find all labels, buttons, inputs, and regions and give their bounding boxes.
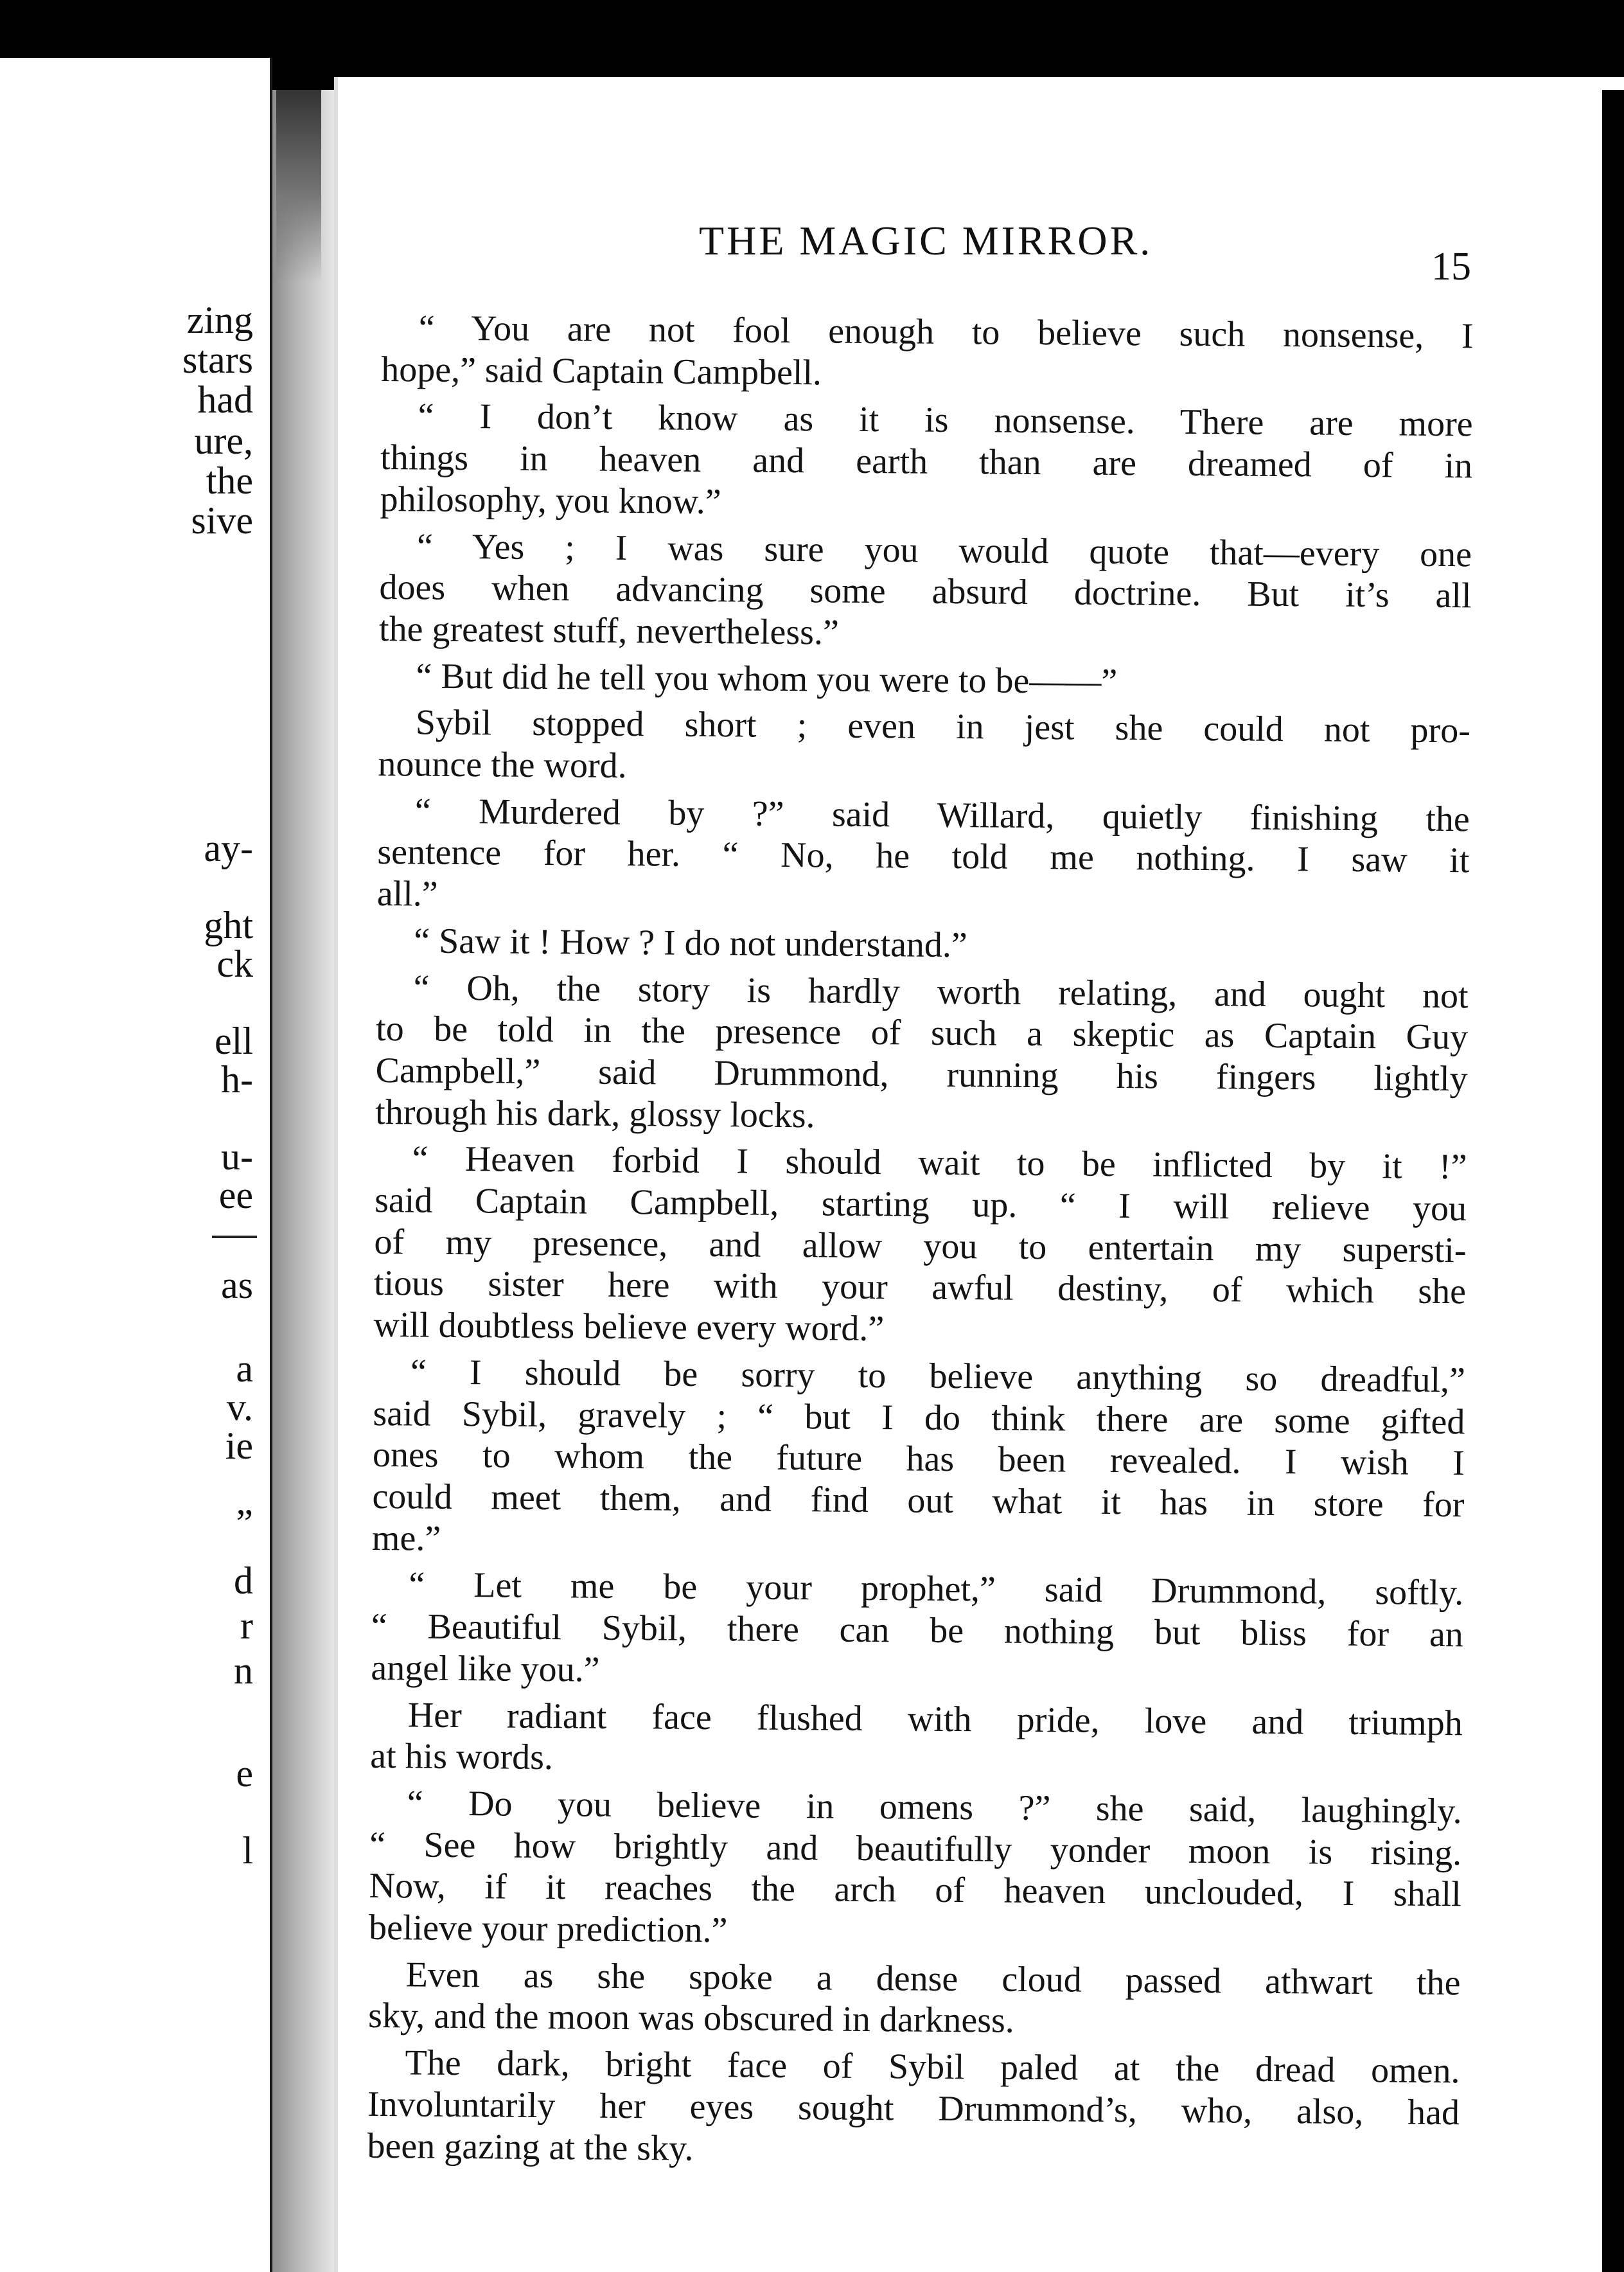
facing-page-fragment: ee bbox=[218, 1174, 253, 1216]
facing-page-fragment: ie bbox=[225, 1424, 253, 1467]
text-line: “ See how brightly and beautifully yonder moon is rising. bbox=[369, 1824, 1462, 1873]
facing-page-fragment: u- bbox=[221, 1135, 253, 1178]
text-line: said Sybil, gravely ; “ but I do think there are some gifted bbox=[373, 1393, 1465, 1442]
text-line: sky, and the moon was obscured in darkness. bbox=[367, 1996, 1015, 2041]
facing-page-fragment: sive bbox=[191, 499, 253, 542]
text-line: Her radiant face flushed with pride, love and triumph bbox=[407, 1694, 1463, 1743]
text-line: me.” bbox=[371, 1518, 441, 1559]
text-line: “ Beautiful Sybil, there can be nothing but bliss for an bbox=[371, 1606, 1464, 1655]
facing-page-fragment: r bbox=[240, 1604, 253, 1647]
body-text bbox=[367, 307, 1474, 2175]
text-line: hope,” said Captain Campbell. bbox=[380, 349, 822, 393]
gutter-shadow bbox=[276, 90, 321, 283]
page-number: 15 bbox=[1431, 245, 1471, 288]
text-line: Campbell,” said Drummond, running his fingers lightly bbox=[375, 1050, 1468, 1099]
text-line: been gazing at the sky. bbox=[367, 2126, 694, 2169]
facing-page-fragment: zing bbox=[186, 299, 253, 341]
facing-page-fragment: d bbox=[234, 1559, 253, 1602]
facing-page-fragment: had bbox=[197, 378, 253, 421]
facing-page-fragment: the bbox=[206, 459, 253, 502]
facing-page-fragment: n bbox=[234, 1649, 253, 1692]
facing-page-rule bbox=[212, 1236, 257, 1238]
facing-page-fragment: stars bbox=[182, 339, 253, 381]
text-line: ones to whom the future has been revealed. I wish I bbox=[372, 1435, 1465, 1484]
text-line: will doubtless believe every word.” bbox=[373, 1305, 885, 1349]
facing-page-fragment: ” bbox=[236, 1502, 253, 1544]
facing-page-fragment: v. bbox=[226, 1386, 253, 1428]
text-line: “ Do you believe in omens ?” she said, laughingly. bbox=[407, 1783, 1462, 1832]
text-line: “ I should be sorry to believe anything so dreadful,” bbox=[410, 1352, 1466, 1401]
text-line: the greatest stuff, nevertheless.” bbox=[378, 608, 840, 653]
text-line: things in heaven and earth than are dreamed of in bbox=[380, 438, 1473, 486]
text-line: does when advancing some absurd doctrine. But it’s all bbox=[379, 567, 1472, 616]
text-line: The dark, bright face of Sybil paled at the dread omen. bbox=[405, 2043, 1460, 2091]
text-line: “ Let me be your prophet,” said Drummond, softly. bbox=[409, 1565, 1464, 1613]
text-line: at his words. bbox=[370, 1736, 554, 1778]
text-line: tious sister here with your awful destiny, of which she bbox=[373, 1263, 1467, 1312]
text-line: through his dark, glossy locks. bbox=[375, 1092, 815, 1135]
facing-page-fragment: as bbox=[221, 1264, 253, 1306]
text-line: Sybil stopped short ; even in jest she could not pro- bbox=[415, 702, 1471, 751]
facing-page-fragment: ure, bbox=[194, 420, 253, 462]
text-line: “ Yes ; I was sure you would quote that—every one bbox=[416, 526, 1472, 574]
facing-page-fragment: ell bbox=[215, 1020, 253, 1062]
text-line: “ Saw it ! How ? I do not understand.” bbox=[414, 921, 968, 966]
text-line: “ Oh, the story is hardly worth relating, and ought not bbox=[413, 967, 1469, 1016]
facing-page-edge bbox=[0, 58, 272, 2272]
text-line: nounce the word. bbox=[378, 744, 627, 786]
facing-page-fragment: l bbox=[242, 1829, 253, 1872]
text-line: philosophy, you know.” bbox=[380, 479, 721, 522]
text-line: “ But did he tell you whom you were to be——” bbox=[416, 656, 1118, 702]
facing-page-fragment: ay- bbox=[204, 827, 253, 869]
text-line: said Captain Campbell, starting up. “ I will relieve you bbox=[374, 1180, 1467, 1229]
running-head: THE MAGIC MIRROR. bbox=[699, 218, 1153, 263]
text-line: of my presence, and allow you to entertain my supersti- bbox=[374, 1221, 1467, 1271]
facing-page-fragment: e bbox=[236, 1752, 253, 1795]
text-line: Involuntarily her eyes sought Drummond’s, who, also, had bbox=[367, 2084, 1460, 2133]
text-line: “ I don’t know as it is nonsense. There are more bbox=[418, 396, 1473, 445]
text-line: could meet them, and find out what it has in store for bbox=[372, 1476, 1465, 1525]
facing-page-fragment: ght bbox=[204, 904, 253, 946]
facing-page-fragment: h- bbox=[221, 1058, 253, 1101]
text-line: all.” bbox=[376, 874, 438, 914]
text-line: “ Heaven forbid I should wait to be inflicted by it !” bbox=[412, 1139, 1467, 1187]
text-line: “ You are not fool enough to believe such nonsense, I bbox=[418, 308, 1474, 357]
text-line: “ Murdered by ?” said Willard, quietly finishing the bbox=[414, 791, 1470, 840]
text-line: to be told in the presence of such a skeptic as Captain Guy bbox=[375, 1009, 1469, 1058]
facing-page-fragment: ck bbox=[216, 943, 253, 985]
scan-right-border bbox=[1602, 90, 1624, 2272]
text-line: sentence for her. “ No, he told me nothing. I saw it bbox=[377, 832, 1470, 881]
text-line: angel like you.” bbox=[371, 1647, 600, 1690]
text-line: Now, if it reaches the arch of heaven unclouded, I shall bbox=[369, 1866, 1461, 1915]
text-line: believe your prediction.” bbox=[368, 1907, 728, 1951]
text-line: Even as she spoke a dense cloud passed athwart the bbox=[405, 1955, 1461, 2003]
facing-page-fragment: a bbox=[236, 1347, 253, 1390]
